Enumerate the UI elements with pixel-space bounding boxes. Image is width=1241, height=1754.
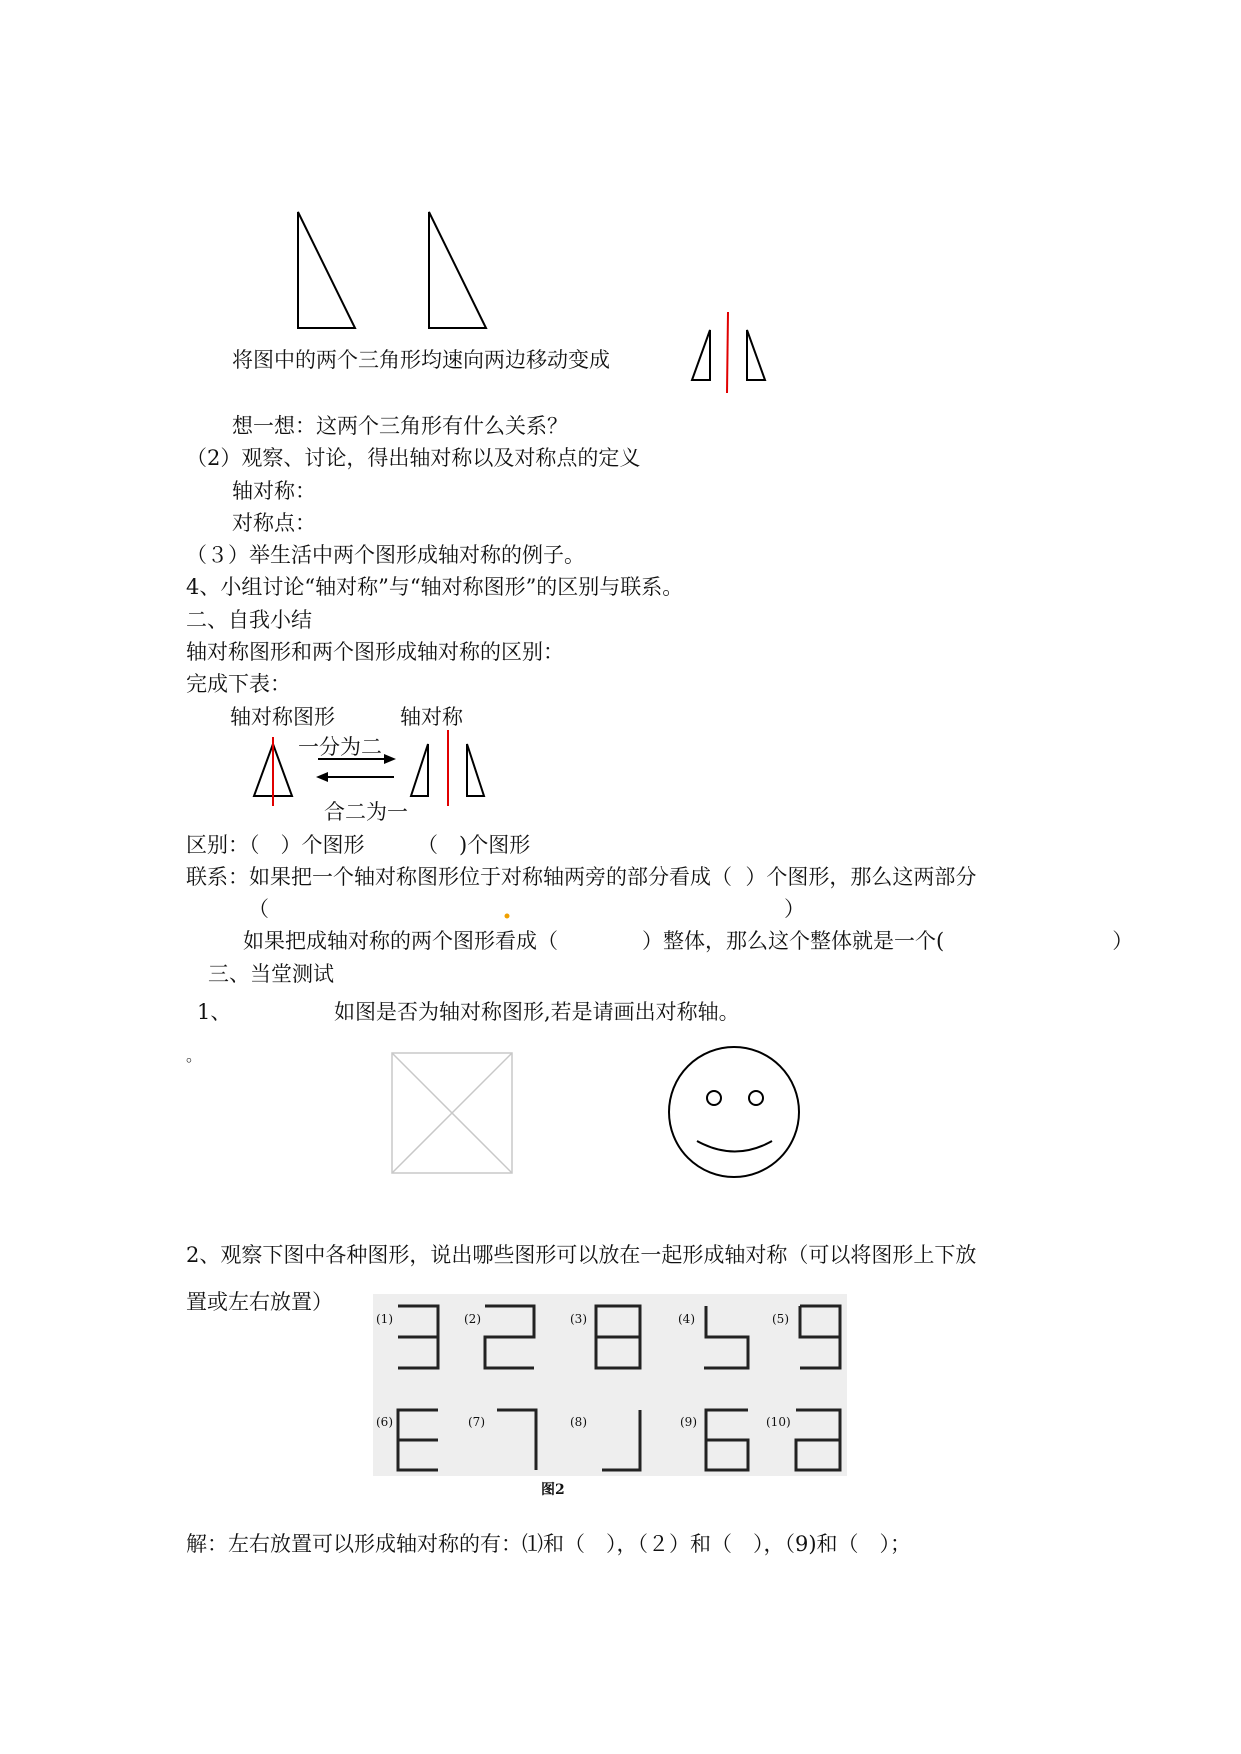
figure-label-8: (8) <box>570 1415 587 1429</box>
question-2-line-1: 2、观察下图中各种图形，说出哪些图形可以放在一起形成轴对称（可以将图形上下放 <box>186 1243 977 1267</box>
arrow-label-split: 一分为二 <box>298 735 382 759</box>
shape-4 <box>704 1306 748 1368</box>
shape-2 <box>485 1306 534 1368</box>
figure-label-9: (9) <box>680 1415 697 1429</box>
complete-table-instruction: 完成下表： <box>186 672 291 696</box>
think-question: 想一想：这两个三角形有什么关系？ <box>232 414 568 438</box>
answer-line: 解：左右放置可以形成轴对称的有：⑴和（ ），（２）和（ ），（9)和（ ）； <box>186 1532 912 1556</box>
relation-line-2-open: （ <box>248 897 269 921</box>
figure-label-10: (10) <box>766 1415 791 1429</box>
section-2-heading: 二、自我小结 <box>186 608 312 632</box>
difference-row: 区别：（ ）个图形 （ )个图形 <box>186 833 531 857</box>
arrow-label-merge: 合二为一 <box>324 800 408 824</box>
shape-8 <box>602 1410 640 1470</box>
shape-7 <box>497 1410 536 1470</box>
figure-2-caption: 图2 <box>541 1482 565 1498</box>
question-2-line-2: 置或左右放置） <box>186 1290 333 1314</box>
move-instruction: 将图中的两个三角形均速向两边移动变成 <box>232 348 610 372</box>
figure-label-2: (2) <box>464 1312 481 1326</box>
section-3-heading: 三、当堂测试 <box>208 962 334 986</box>
relation-line-1: 联系：如果把一个轴对称图形位于对称轴两旁的部分看成（ ）个图形，那么这两部分 <box>186 865 977 889</box>
stray-mark: 。 <box>186 1046 203 1065</box>
figure-label-4: (4) <box>678 1312 695 1326</box>
label-axis-symmetric-figure: 轴对称图形 <box>230 705 335 729</box>
shape-1 <box>398 1306 438 1368</box>
step-2: （2）观察、讨论，得出轴对称以及对称点的定义 <box>186 446 641 470</box>
figure-label-5: (5) <box>772 1312 789 1326</box>
item-4: 4、小组讨论“轴对称”与“轴对称图形”的区别与联系。 <box>186 575 684 599</box>
shape-9 <box>706 1410 748 1470</box>
label-axis-symmetry: 轴对称 <box>400 705 463 729</box>
figure-label-6: (6) <box>376 1415 393 1429</box>
symmetric-point-definition: 对称点： <box>232 511 316 535</box>
question-1-text: 如图是否为轴对称图形,若是请画出对称轴。 <box>334 1000 740 1024</box>
shape-3 <box>596 1306 640 1368</box>
shape-5 <box>800 1306 840 1368</box>
figure-label-7: (7) <box>468 1415 485 1429</box>
shape-6 <box>398 1410 438 1470</box>
figure-label-3: (3) <box>570 1312 587 1326</box>
relation-line-3: 如果把成轴对称的两个图形看成（ ）整体，那么这个整体就是一个( ） <box>243 929 1134 953</box>
difference-question: 轴对称图形和两个图形成轴对称的区别： <box>186 640 564 664</box>
relation-line-2-close: ） <box>784 897 805 921</box>
step-3: （３）举生活中两个图形成轴对称的例子。 <box>186 543 585 567</box>
axis-symmetry-definition: 轴对称： <box>232 479 316 503</box>
shape-10 <box>796 1410 840 1470</box>
question-1-number: 1、 <box>197 1000 232 1024</box>
figure-label-1: (1) <box>376 1312 393 1326</box>
